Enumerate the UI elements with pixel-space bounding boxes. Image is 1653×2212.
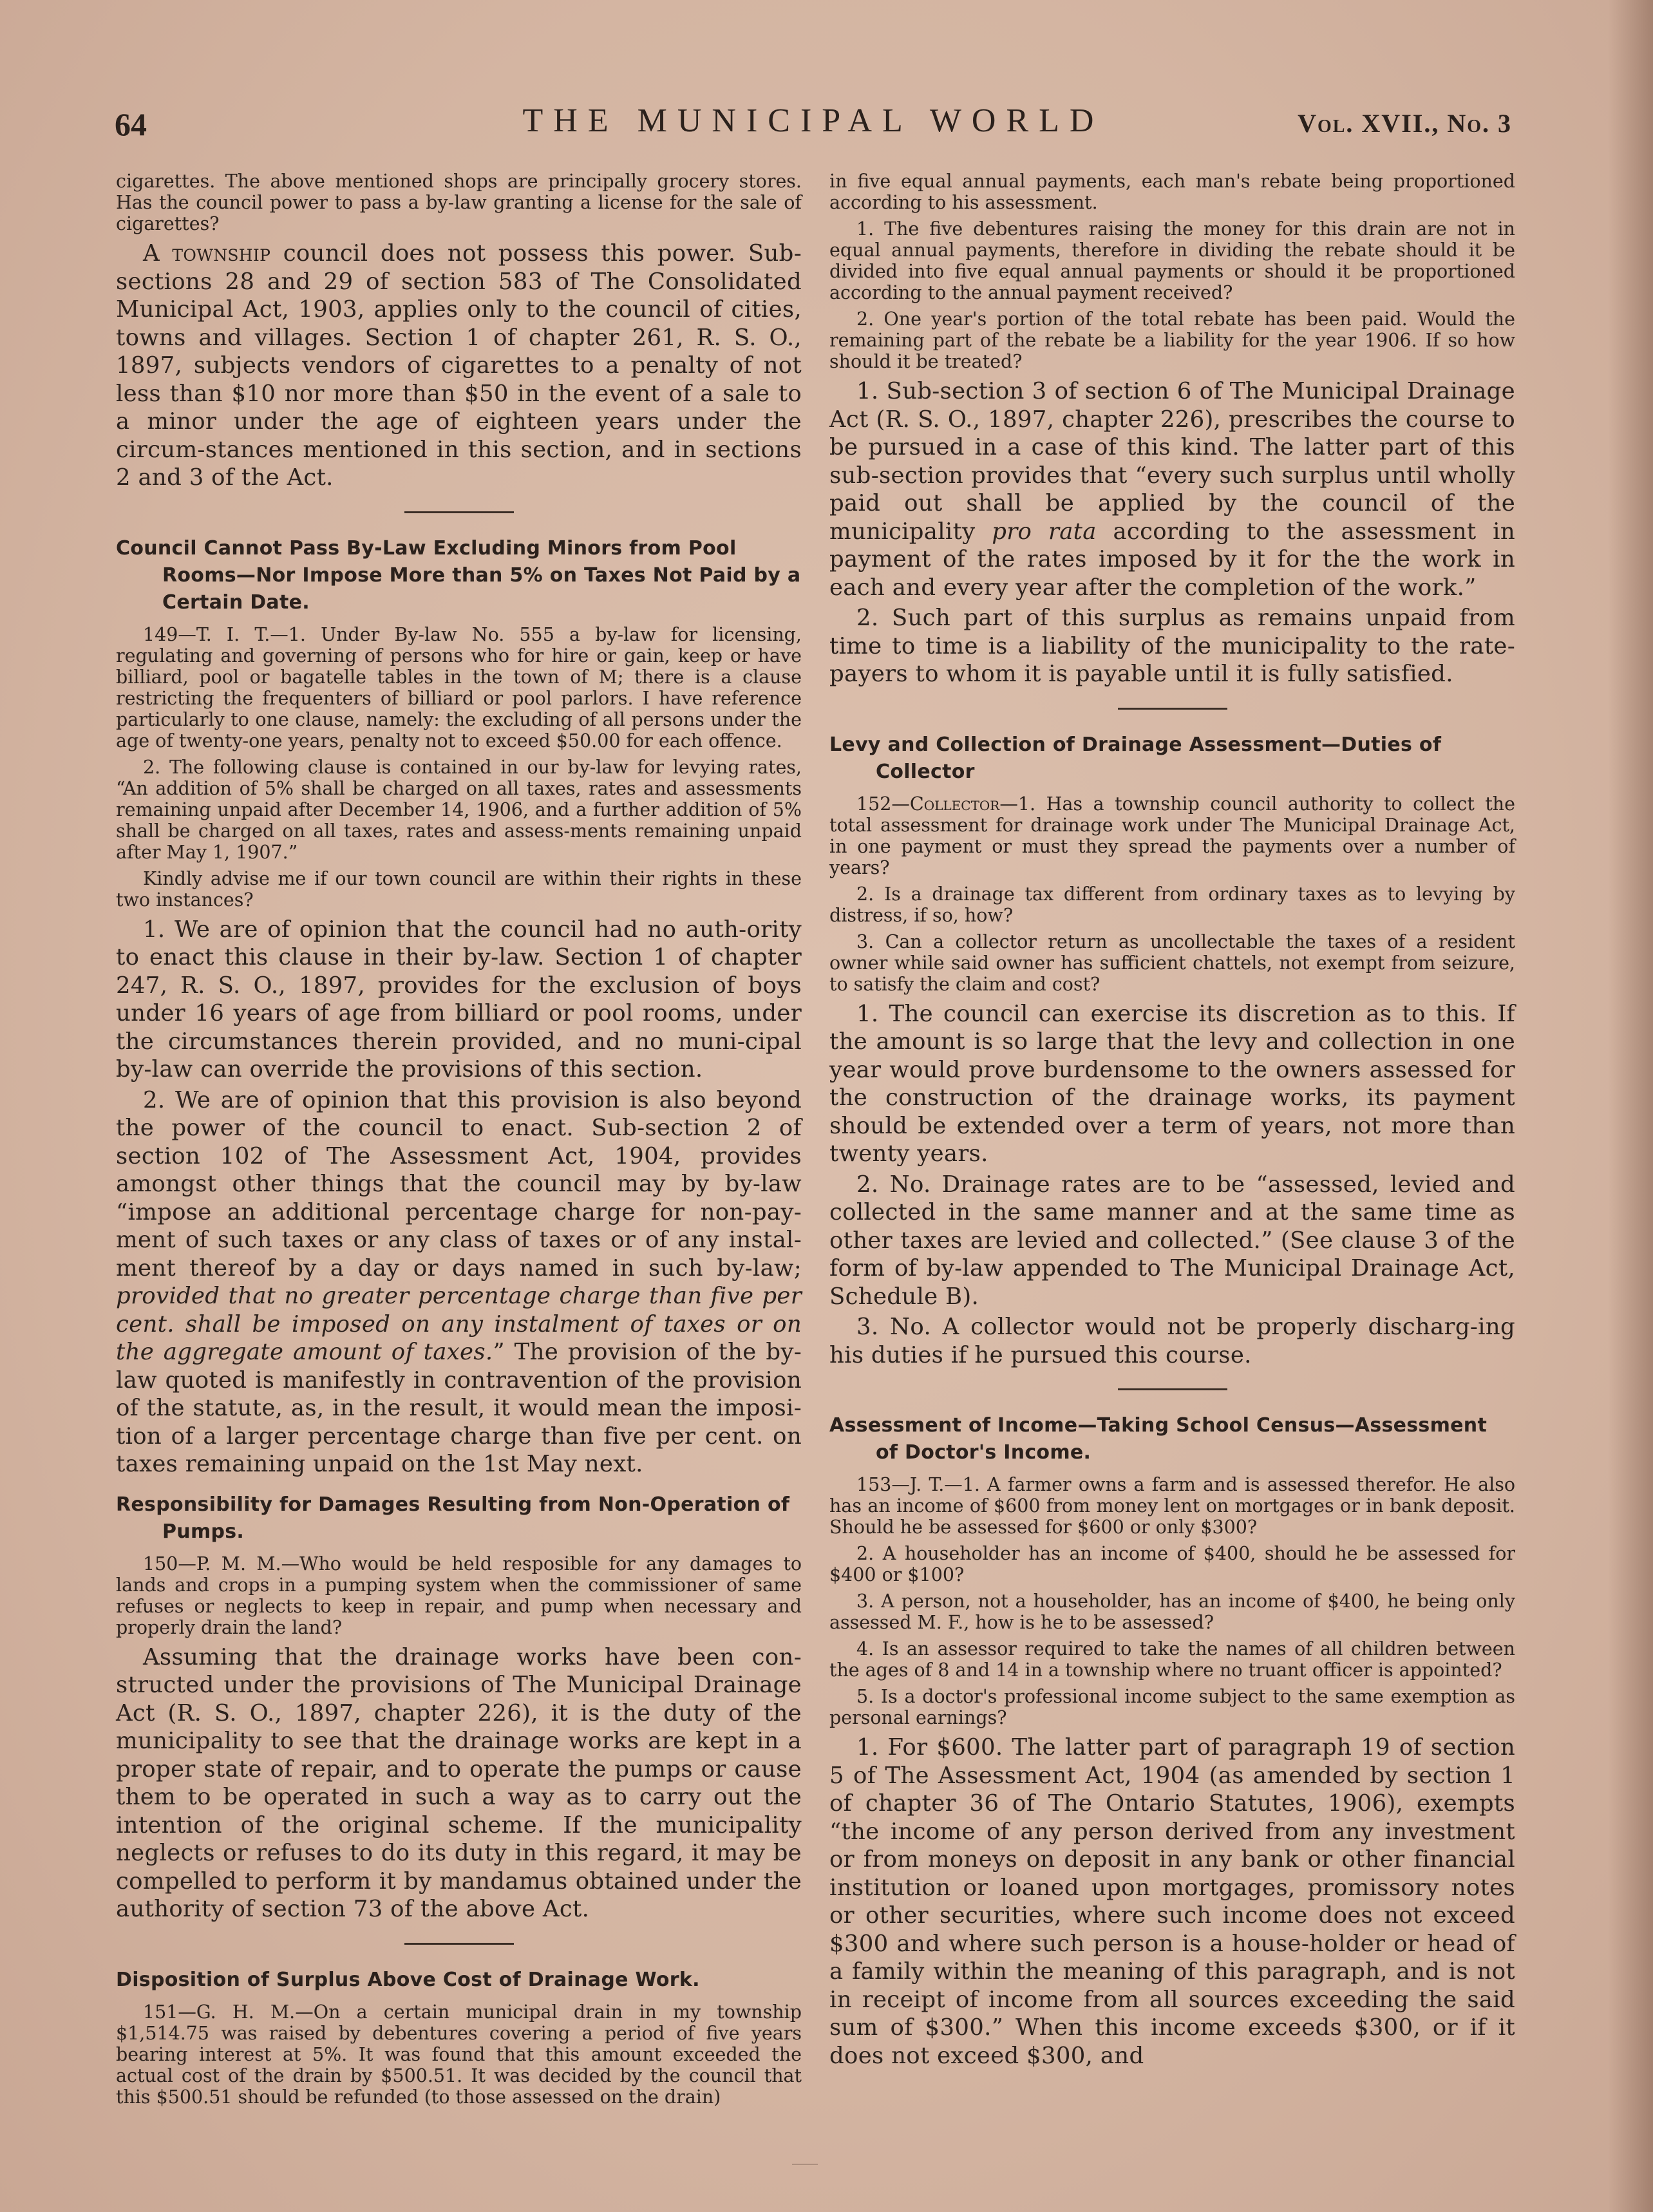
section-heading-153: Assessment of Income—Taking School Census—Assessment of Doctor's Income. xyxy=(829,1414,1488,1464)
answer-151-2: 2. Such part of this surplus as remains unpaid from time to time is a liability of the municipality to the rate-payers to whom it is payable until it is fully satisfied. xyxy=(829,605,1515,687)
question-152-1-body: —1. Has a township council authority to collect the total assessment for drainage work under The Municipal Drainage Act, in one payment or must they spread the payments over a number of years? xyxy=(829,793,1515,878)
section-heading-152: Levy and Collection of Drainage Assessment—Duties of Collector xyxy=(829,733,1442,783)
section-heading-151: Disposition of Surplus Above Cost of Drainage Work. xyxy=(116,1968,700,1991)
section-divider xyxy=(1118,708,1227,710)
section-divider xyxy=(404,511,514,513)
question-153-3: 3. A person, not a householder, has an income of $400, he being only assessed M. F., how is he to be assessed? xyxy=(829,1591,1515,1633)
question-149-2: 2. The following clause is contained in our by-law for levying rates, “An addition of 5% shall be charged on all taxes, rates and assessments remaining unpaid after December 14, 1906, and a further addition of 5% shall be charged on all taxes, rates and assess-ments remaining unpaid after May 1, 1907.” xyxy=(116,756,802,863)
answer-153-1: 1. For $600. The latter part of paragraph 19 of section 5 of The Assessment Act, 1904 (as amended by section 1 of chapter 36 of The Ontario Statutes, 1906), exempts “the income of any person derived from any investment or from moneys on deposit in any bank or other financial institution or loaned upon mortgages, promissory notes or other securities, where such income does not exceed $300 and where such person is a house-holder or head of a family within the meaning of this paragraph, and is not in receipt of income from all sources exceeding the said sum of $300.” When this income exceeds $300, or if it does not exceed $300, and xyxy=(829,1734,1515,2069)
answer-body: council does not possess this power. Sub-sections 28 and 29 of section 583 of The Consolidated Municipal Act, 1903, applies only to the council of cities, towns and villages. Section 1 of chapter 261, R. S. O., 1897, subjects vendors of cigarettes to a penalty of not less than $10 nor more than $50 in the event of a sale to a minor under the age of eighteen years under the circum-stances mentioned in this section, and in sections 2 and 3 of the Act. xyxy=(116,240,802,491)
answer-152-2: 2. No. Drainage rates are to be “assessed, levied and collected in the same manner and at the same time as other taxes are levied and collected.” (See clause 3 of the form of by-law appended to The Municipal Drainage Act, Schedule B). xyxy=(829,1171,1515,1310)
question-153-4: 4. Is an assessor required to take the names of all children between the ages of 8 and 14 in a township where no truant officer is appointed? xyxy=(829,1638,1515,1681)
answer-151-1-post: according to the assessment in payment of the rates imposed by it for the the work in each and every year after the completion of the work.” xyxy=(829,518,1515,601)
question-153-2: 2. A householder has an income of $400, should he be assessed for $400 or $100? xyxy=(829,1543,1515,1585)
question-152-1-lead: 152— xyxy=(856,793,910,815)
page-number: 64 xyxy=(115,106,147,142)
question-151-continued: in five equal annual payments, each man's rebate being proportioned according to his assessment. xyxy=(829,171,1515,213)
question-152-3: 3. Can a collector return as uncollectable the taxes of a resident owner while said owner has sufficient chattels, not exempt from seizure, to satisfy the claim and cost? xyxy=(829,931,1515,995)
section-heading-150: Responsibility for Damages Resulting from Non-Operation of Pumps. xyxy=(116,1493,790,1543)
answer-text xyxy=(116,240,802,492)
question-149-1: 149—T. I. T.—1. Under By-law No. 555 a by-law for licensing, regulating and governing of persons who for hire or gain, keep or have billiard, pool or bagatelle tables in the town of M; there is a clause restricting the frequenters of billiard or pool parlors. I have reference particularly to one clause, namely: the excluding of all persons under the age of twenty-one years, penalty not to exceed $50.00 for each offence. xyxy=(116,623,802,752)
question-152-2: 2. Is a drainage tax different from ordinary taxes as to levying by distress, if so, how? xyxy=(829,883,1515,926)
answer-150: Assuming that the drainage works have been con-structed under the provisions of The Municipal Drainage Act (R. S. O., 1897, chapter 226), it is the duty of the municipality to see that the drainage works are kept in a proper state of repair, and to operate the pumps or cause them to be operated in such a way as to carry out the intention of the original scheme. If the municipality neglects or refuses to do its duty in this regard, it may be compelled to perform it by mandamus obtained under the authority of section 73 of the above Act. xyxy=(116,1643,802,1922)
question-151-1: 1. The five debentures raising the money for this drain are not in equal annual payments, therefore in dividing the rebate should it be divided into five equal annual payments or should it be proportioned according to the annual payment received? xyxy=(829,218,1515,303)
answer-lead: A township xyxy=(143,240,271,267)
question-150: 150—P. M. M.—Who would be held resposible for any damages to lands and crops in a pumping system when the commissioner of same refuses or neglects to keep in repair, and pump when necessary and properly drain the land? xyxy=(116,1553,802,1638)
answer-152-1: 1. The council can exercise its discretion as to this. If the amount is so large that the levy and collection in one year would prove burdensome to the owners assessed for the construction of the drainage works, its payment should be extended over a term of years, not more than twenty years. xyxy=(829,1000,1515,1167)
answer-151-1 xyxy=(829,377,1515,601)
section-divider xyxy=(1118,1388,1227,1390)
page-edge-shadow xyxy=(1608,0,1653,2212)
question-text: cigarettes. The above mentioned shops are principally grocery stores. Has the council power to pass a by-law granting a license for the sale of cigarettes? xyxy=(116,171,802,234)
answer-149-2 xyxy=(116,1086,802,1479)
question-152-1 xyxy=(829,793,1515,878)
answer-152-3: 3. No. A collector would not be properly discharg-ing his duties if he pursued this course. xyxy=(829,1314,1515,1368)
question-153-1: 153—J. T.—1. A farmer owns a farm and is assessed therefor. He also has an income of $600 from money lent on mortgages or in bank deposit. Should he be assessed for $600 or only $300? xyxy=(829,1474,1515,1538)
answer-149-1: 1. We are of opinion that the council had no auth-ority to enact this clause in their by-law. Section 1 of chapter 247, R. S. O., 1897, provides for the exclusion of boys under 16 years of age from billiard or pool rooms, under the circumstances therein provided, and no muni-cipal by-law can override the provisions of this section. xyxy=(116,916,802,1082)
question-149-3: Kindly advise me if our town council are within their rights in these two instances? xyxy=(116,867,802,911)
journal-title: THE MUNICIPAL WORLD xyxy=(522,102,1104,139)
question-151-2: 2. One year's portion of the total rebate has been paid. Would the remaining part of the rebate be a liability for the year 1906. If so how should it be treated? xyxy=(829,308,1515,372)
page-header xyxy=(115,102,1512,147)
right-column xyxy=(829,171,1515,2072)
answer-151-1-pre: 1. Sub-section 3 of section 6 of The Municipal Drainage Act (R. S. O., 1897, chapter 226), prescribes the course to be pursued in a case of this kind. The latter part of this sub-section provides that “every such surplus until wholly paid out shall be applied by the council of the municipality xyxy=(829,378,1515,545)
paper-crease xyxy=(792,2164,818,2170)
volume-number: Vol. XVII., No. 3 xyxy=(1298,109,1512,138)
answer-149-2-italic: provided that no greater percentage charge than five per cent. shall be imposed on any instalment of taxes or on the aggregate amount of taxes. xyxy=(116,1283,802,1365)
answer-149-2-post: ” The provision of the by-law quoted is manifestly in contravention of the provision of the statute, as, in the result, it would mean the imposi-tion of a larger percentage charge than five per cent. on taxes remaining unpaid on the 1st May next. xyxy=(116,1339,802,1477)
question-153-5: 5. Is a doctor's professional income subject to the same exemption as personal earnings? xyxy=(829,1686,1515,1728)
question-151: 151—G. H. M.—On a certain municipal drain in my township $1,514.75 was raised by debentures covering a period of five years bearing interest at 5%. It was found that this amount exceeded the actual cost of the drain by $500.51. It was decided by the council that this $500.51 should be refunded (to those assessed on the drain) xyxy=(116,2001,802,2108)
left-column xyxy=(116,171,802,2113)
answer-151-1-italic: pro rata xyxy=(992,518,1097,545)
answer-149-2-pre: 2. We are of opinion that this provision is also beyond the power of the council to enact. Sub-section 2 of section 102 of The Assessment Act, 1904, provides amongst other things that the council may by by-law “impose an additional percentage charge for non-pay-ment of such taxes or any class of taxes or of any instal-ment thereof by a day or days named in such by-law; xyxy=(116,1086,802,1281)
question-152-1-initials: Collector xyxy=(909,793,1000,815)
section-heading-149: Council Cannot Pass By-Law Excluding Minors from Pool Rooms—Nor Impose More than 5% on Taxes Not Paid by a Certain Date. xyxy=(116,536,801,614)
section-divider xyxy=(404,1943,514,1945)
